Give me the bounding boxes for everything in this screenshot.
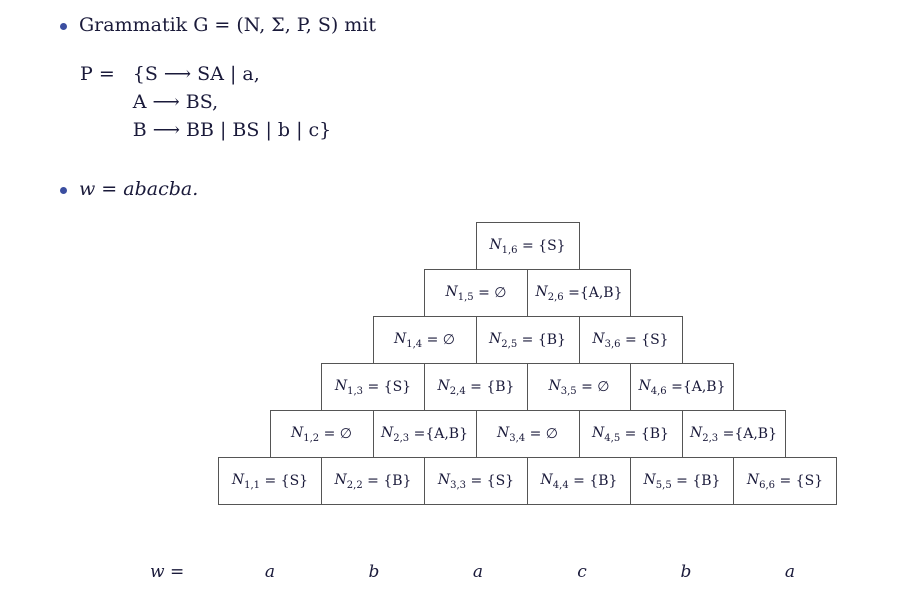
production-line: B ⟶ BB | BS | b | c} [132,119,332,141]
cyk-cell-label: $N_{3,5}$ [548,377,577,397]
word-letter: c [577,562,587,582]
cyk-cell-label: $N_{3,6}$ [592,330,621,350]
cyk-row [218,269,836,316]
cyk-cell-index: 2,6 [547,291,564,303]
cyk-cell-index: 2,2 [346,479,363,491]
cyk-cell-index: 5,5 [655,479,672,491]
word-letter: a [264,562,276,582]
cyk-cell [424,269,528,317]
cyk-cell-label: $N_{2,5}$ [489,330,518,350]
cyk-cell [527,457,631,505]
production-rules [80,60,331,144]
production-line: A ⟶ BS, [132,91,219,113]
bullet-word-text: w = abacba. [79,178,199,200]
cyk-cell-index: 3,5 [560,385,577,397]
cyk-cell-index: 4,5 [604,432,621,444]
production-line: {S ⟶ SA | a, [132,63,260,85]
cyk-cell-index: 2,4 [449,385,466,397]
production-lhs: P = [80,63,115,85]
cyk-cell-index: 3,4 [509,432,526,444]
cyk-cell-value: = {B} [620,426,669,442]
cyk-cell [476,410,580,458]
cyk-cell-value: ={A,B} [666,379,726,395]
cyk-cell-index: 1,1 [244,479,261,491]
cyk-cell [373,316,477,364]
cyk-cell-value: = {B} [517,332,566,348]
cyk-cell-value: = {S} [466,473,515,489]
cyk-cell-index: 6,6 [759,479,776,491]
word-letter: b [368,562,380,582]
bullet-grammar [60,12,376,38]
cyk-cell-value: ={A,B} [563,285,623,301]
cyk-cell-label: $N_{3,4}$ [497,424,526,444]
cyk-cell-index: 1,4 [406,338,423,350]
cyk-cell-index: 4,4 [552,479,569,491]
cyk-cell [218,457,322,505]
cyk-cell-index: 2,3 [393,432,410,444]
cyk-cell [630,363,734,411]
cyk-cell-label: $N_{2,6}$ [535,283,564,303]
cyk-cell-value: = ∅ [473,285,507,301]
cyk-cell [321,363,425,411]
cyk-row [218,222,836,269]
cyk-cell [321,457,425,505]
bullet-dot-icon [60,187,67,194]
cyk-cell-value: = {S} [517,238,566,254]
cyk-cell-label: $N_{4,4}$ [540,471,569,491]
cyk-cell-value: = {S} [260,473,309,489]
cyk-cell-value: ={A,B} [718,426,777,442]
cyk-cell-value: = {B} [568,473,618,489]
cyk-cell [579,410,683,458]
cyk-cell-label: $N_{1,5}$ [445,283,474,303]
cyk-cell-value: ={A,B} [409,426,468,442]
bullet-word [60,176,198,202]
cyk-cell-index: 2,5 [501,338,518,350]
cyk-cell [682,410,786,458]
cyk-cell-label: $N_{1,2}$ [291,424,320,444]
cyk-cell-label: $N_{2,3}$ [381,424,410,444]
cyk-cell-index: 2,3 [702,432,719,444]
word-letters [218,562,842,582]
word-letter: b [680,562,692,582]
cyk-cell-label: $N_{1,1}$ [231,471,261,491]
cyk-cell [476,316,580,364]
cyk-cell-label: $N_{2,3}$ [690,424,719,444]
cyk-cell-value: = {S} [363,379,412,395]
cyk-cell [527,363,631,411]
cyk-cell-value: = ∅ [576,379,610,395]
cyk-row [218,457,836,504]
cyk-cell-label: $N_{4,6}$ [638,377,667,397]
bullet-grammar-text: Grammatik G = (N, Σ, P, S) mit [79,14,377,36]
cyk-cell-label: $N_{1,4}$ [394,330,423,350]
cyk-cell [527,269,631,317]
cyk-cell-value: = {B} [671,473,721,489]
cyk-cell-label: $N_{1,6}$ [489,236,518,256]
cyk-cell-index: 1,5 [457,291,474,303]
cyk-cell-label: $N_{2,2}$ [334,471,363,491]
cyk-row [218,363,836,410]
production-rhs [133,60,332,144]
cyk-cell [270,410,374,458]
cyk-cell [476,222,580,270]
cyk-table [218,222,836,504]
cyk-cell-label: $N_{4,5}$ [592,424,621,444]
cyk-cell [579,316,683,364]
cyk-cell [424,457,528,505]
cyk-cell-index: 1,2 [303,432,320,444]
bullet-dot-icon [60,23,67,30]
cyk-cell-label: $N_{5,5}$ [643,471,672,491]
cyk-cell-index: 1,3 [347,385,364,397]
cyk-cell-value: = ∅ [422,332,455,348]
cyk-cell-index: 4,6 [650,385,667,397]
cyk-cell-value: = {S} [775,473,824,489]
cyk-cell [733,457,837,505]
cyk-row [218,410,836,457]
cyk-cell-label: $N_{3,3}$ [437,471,467,491]
cyk-row [218,316,836,363]
cyk-cell-value: = {S} [620,332,669,348]
cyk-cell-value: = ∅ [319,426,352,442]
cyk-cell-label: $N_{1,3}$ [334,377,364,397]
cyk-cell-index: 3,3 [450,479,467,491]
cyk-cell-value: = {B} [465,379,515,395]
cyk-cell-label: $N_{2,4}$ [437,377,466,397]
cyk-cell-value: = {B} [362,473,412,489]
cyk-cell [630,457,734,505]
cyk-cell-label: $N_{6,6}$ [746,471,776,491]
cyk-cell-index: 1,6 [501,244,518,256]
cyk-cell-value: = ∅ [525,426,558,442]
word-label: w = [150,562,185,582]
word-letter: a [472,562,484,582]
cyk-cell [373,410,477,458]
word-letter: a [784,562,796,582]
cyk-cell [424,363,528,411]
cyk-cell-index: 3,6 [604,338,621,350]
